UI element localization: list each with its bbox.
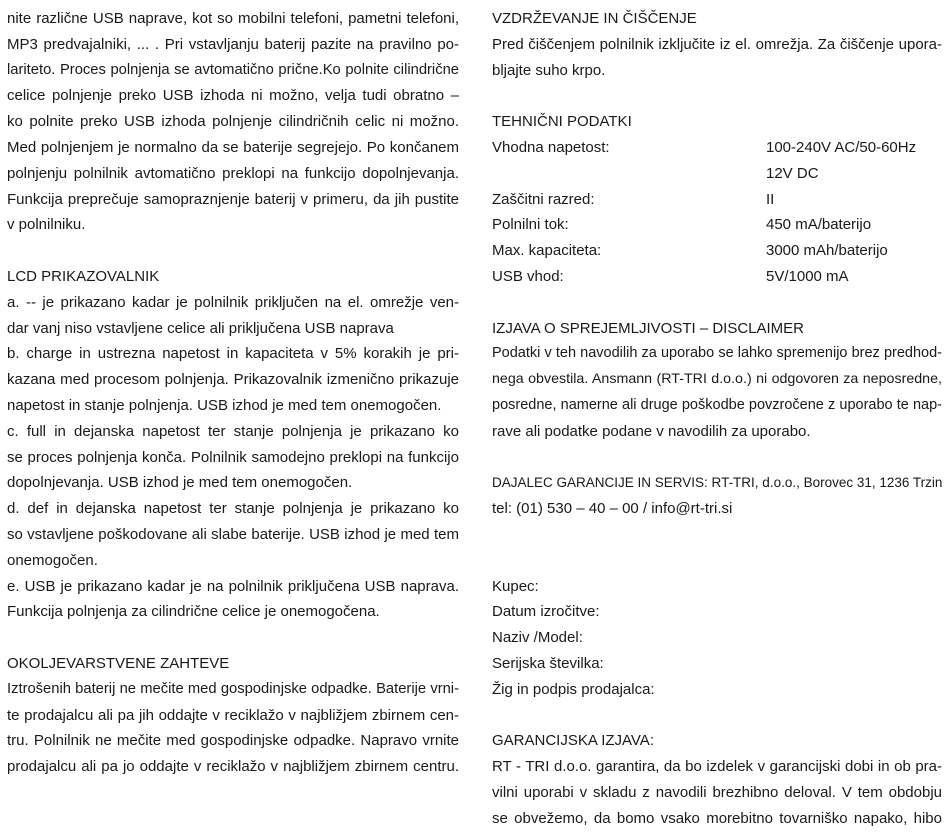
- text-line: rave ali podatke podane v navodilih za uporabo.: [492, 422, 811, 440]
- left-column: [7, 6, 459, 780]
- spec-label: Vhodna napetost:: [492, 138, 610, 156]
- disclaimer-section: [492, 316, 942, 445]
- text-line: posredne, namerne ali druge poškodbe povzročene z uporabo te nap-: [492, 396, 942, 413]
- spec-value: 3000 mAh/baterijo: [766, 242, 888, 260]
- environment-section: [7, 651, 459, 780]
- text-line: tru. Polnilnik ne mečite med gospodinjske odpadke. Napravo vrnite: [7, 732, 459, 750]
- text-line: te prodajalcu ali pa jih oddajte v reciklažo v najbližjem zbirnem cen-: [7, 706, 459, 724]
- text-line: dopolnjevanja. USB izhod je med tem onemogočen.: [7, 474, 353, 492]
- warranty-section: [492, 728, 942, 831]
- form-field-serial: Serijska številka:: [492, 654, 604, 672]
- text-line: polnjenju polnilnik avtomatično preklopi na funkcijo dopolnjevanja.: [7, 164, 459, 182]
- text-line: lariteto. Proces polnjenja se avtomatično prične.Ko polnite cilindrične: [7, 61, 459, 78]
- maintenance-section: [492, 6, 942, 83]
- technical-data-heading: TEHNIČNI PODATKI: [492, 113, 632, 131]
- text-line: bljajte suho krpo.: [492, 61, 606, 79]
- text-line: d. def in dejanska napetost ter stanje polnjenja je prikazano ko: [7, 500, 459, 518]
- intro-section: [7, 6, 459, 238]
- form-field-date: Datum izročitve:: [492, 603, 600, 621]
- text-line: so vstavljene poškodovane ali slabe baterije. USB izhod je med tem: [7, 525, 459, 543]
- guarantor-line: DAJALEC GARANCIJE IN SERVIS: RT-TRI, d.o.o., Borovec 31, 1236 Trzin: [492, 475, 943, 491]
- form-field-model: Naziv /Model:: [492, 629, 583, 647]
- spec-label: Zaščitni razred:: [492, 190, 595, 208]
- text-line: Iztrošenih baterij ne mečite med gospodinjske odpadke. Baterije vrni-: [7, 680, 459, 697]
- text-line: celice polnjenje preko USB izhoda ni možno, velja tudi obratno –: [7, 87, 459, 105]
- text-line: c. full in dejanska napetost ter stanje polnjenja je prikazano ko: [7, 422, 459, 440]
- spec-value: 450 mA/baterijo: [766, 216, 872, 234]
- guarantor-section: [492, 470, 942, 522]
- spec-value: II: [766, 190, 775, 208]
- text-line: onemogočen.: [7, 551, 98, 569]
- text-line: e. USB je prikazano kadar je na polnilnik priključena USB naprava.: [7, 577, 459, 595]
- text-line: nite različne USB naprave, kot so mobilni telefoni, pametni telefoni,: [7, 10, 459, 27]
- spec-label: Max. kapaciteta:: [492, 242, 602, 260]
- environment-heading: OKOLJEVARSTVENE ZAHTEVE: [7, 654, 230, 672]
- text-line: se proces polnjenja konča. Polnilnik samodejno preklopi na funkcijo: [7, 448, 459, 466]
- text-line: napetost in stanje polnjenja. USB izhod je med tem onemogočen.: [7, 396, 442, 414]
- form-field-buyer: Kupec:: [492, 577, 539, 595]
- disclaimer-heading: IZJAVA O SPREJEMLJIVOSTI – DISCLAIMER: [492, 319, 805, 337]
- contact-line: tel: (01) 530 – 40 – 00 / info@rt-tri.si: [492, 500, 733, 518]
- spec-value: 5V/1000 mA: [766, 267, 849, 285]
- text-line: v polnilniku.: [7, 216, 86, 234]
- text-line: Pred čiščenjem polnilnik izključite iz el. omrežja. Za čiščenje upora-: [492, 35, 942, 53]
- text-line: dar vanj niso vstavljene celice ali priključena USB naprava: [7, 319, 394, 337]
- lcd-section: [7, 264, 459, 625]
- spec-label: USB vhod:: [492, 267, 564, 285]
- text-line: vilni uporabi v skladu z navodili brezhibno deloval. V tem obdobju: [492, 783, 942, 801]
- text-line: Podatki v teh navodilih za uporabo se lahko spremenijo brez predhod-: [492, 345, 942, 362]
- text-line: ko polnite preko USB izhoda polnjenje cilindričnih celic ni možno.: [7, 113, 459, 131]
- spec-value: 100-240V AC/50-60Hz: [766, 138, 917, 156]
- text-line: a. -- je prikazano kadar je polnilnik priključen na el. omrežje ven-: [7, 293, 459, 311]
- text-line: b. charge in ustrezna napetost in kapaciteta v 5% korakih je pri-: [7, 345, 459, 363]
- technical-data-section: [492, 109, 942, 290]
- text-line: RT - TRI d.o.o. garantira, da bo izdelek v garancijski dobi in ob pra-: [492, 758, 942, 776]
- warranty-heading: GARANCIJSKA IZJAVA:: [492, 732, 654, 750]
- text-line: MP3 predvajalniki, ... . Pri vstavljanju baterij pazite na pravilno po-: [7, 35, 459, 53]
- text-line: prodajalcu ali pa jo oddajte v reciklažo v najbližjem zbirnem centru.: [7, 758, 459, 776]
- maintenance-heading: VZDRŽEVANJE IN ČIŠČENJE: [492, 10, 697, 27]
- text-line: nega obvestila. Ansmann (RT-TRI d.o.o.) ni odgovoren za neposredne,: [492, 371, 942, 388]
- spec-label: Polnilni tok:: [492, 216, 569, 234]
- lcd-heading: LCD PRIKAZOVALNIK: [7, 267, 160, 285]
- text-line: Funkcija polnjenja za cilindrične celice je onemogočena.: [7, 603, 380, 621]
- spec-value: 12V DC: [766, 164, 819, 182]
- warranty-form: [492, 574, 942, 703]
- text-line: kazana med procesom polnjenja. Prikazovalnik izmenično prikazuje: [7, 371, 459, 389]
- text-line: Funkcija preprečuje samopraznjenje baterij v primeru, da jih pustite: [7, 190, 459, 208]
- text-line: se obvežemo, da bomo vsako morebitno tovarniško napako, hibo: [492, 809, 942, 827]
- technical-data-table: [492, 135, 942, 290]
- text-line: Med polnjenjem je normalno da se baterije segrejejo. Po končanem: [7, 138, 459, 156]
- right-column: [492, 6, 942, 832]
- spec-label: [492, 161, 766, 187]
- form-field-stamp: Žig in podpis prodajalca:: [492, 680, 655, 698]
